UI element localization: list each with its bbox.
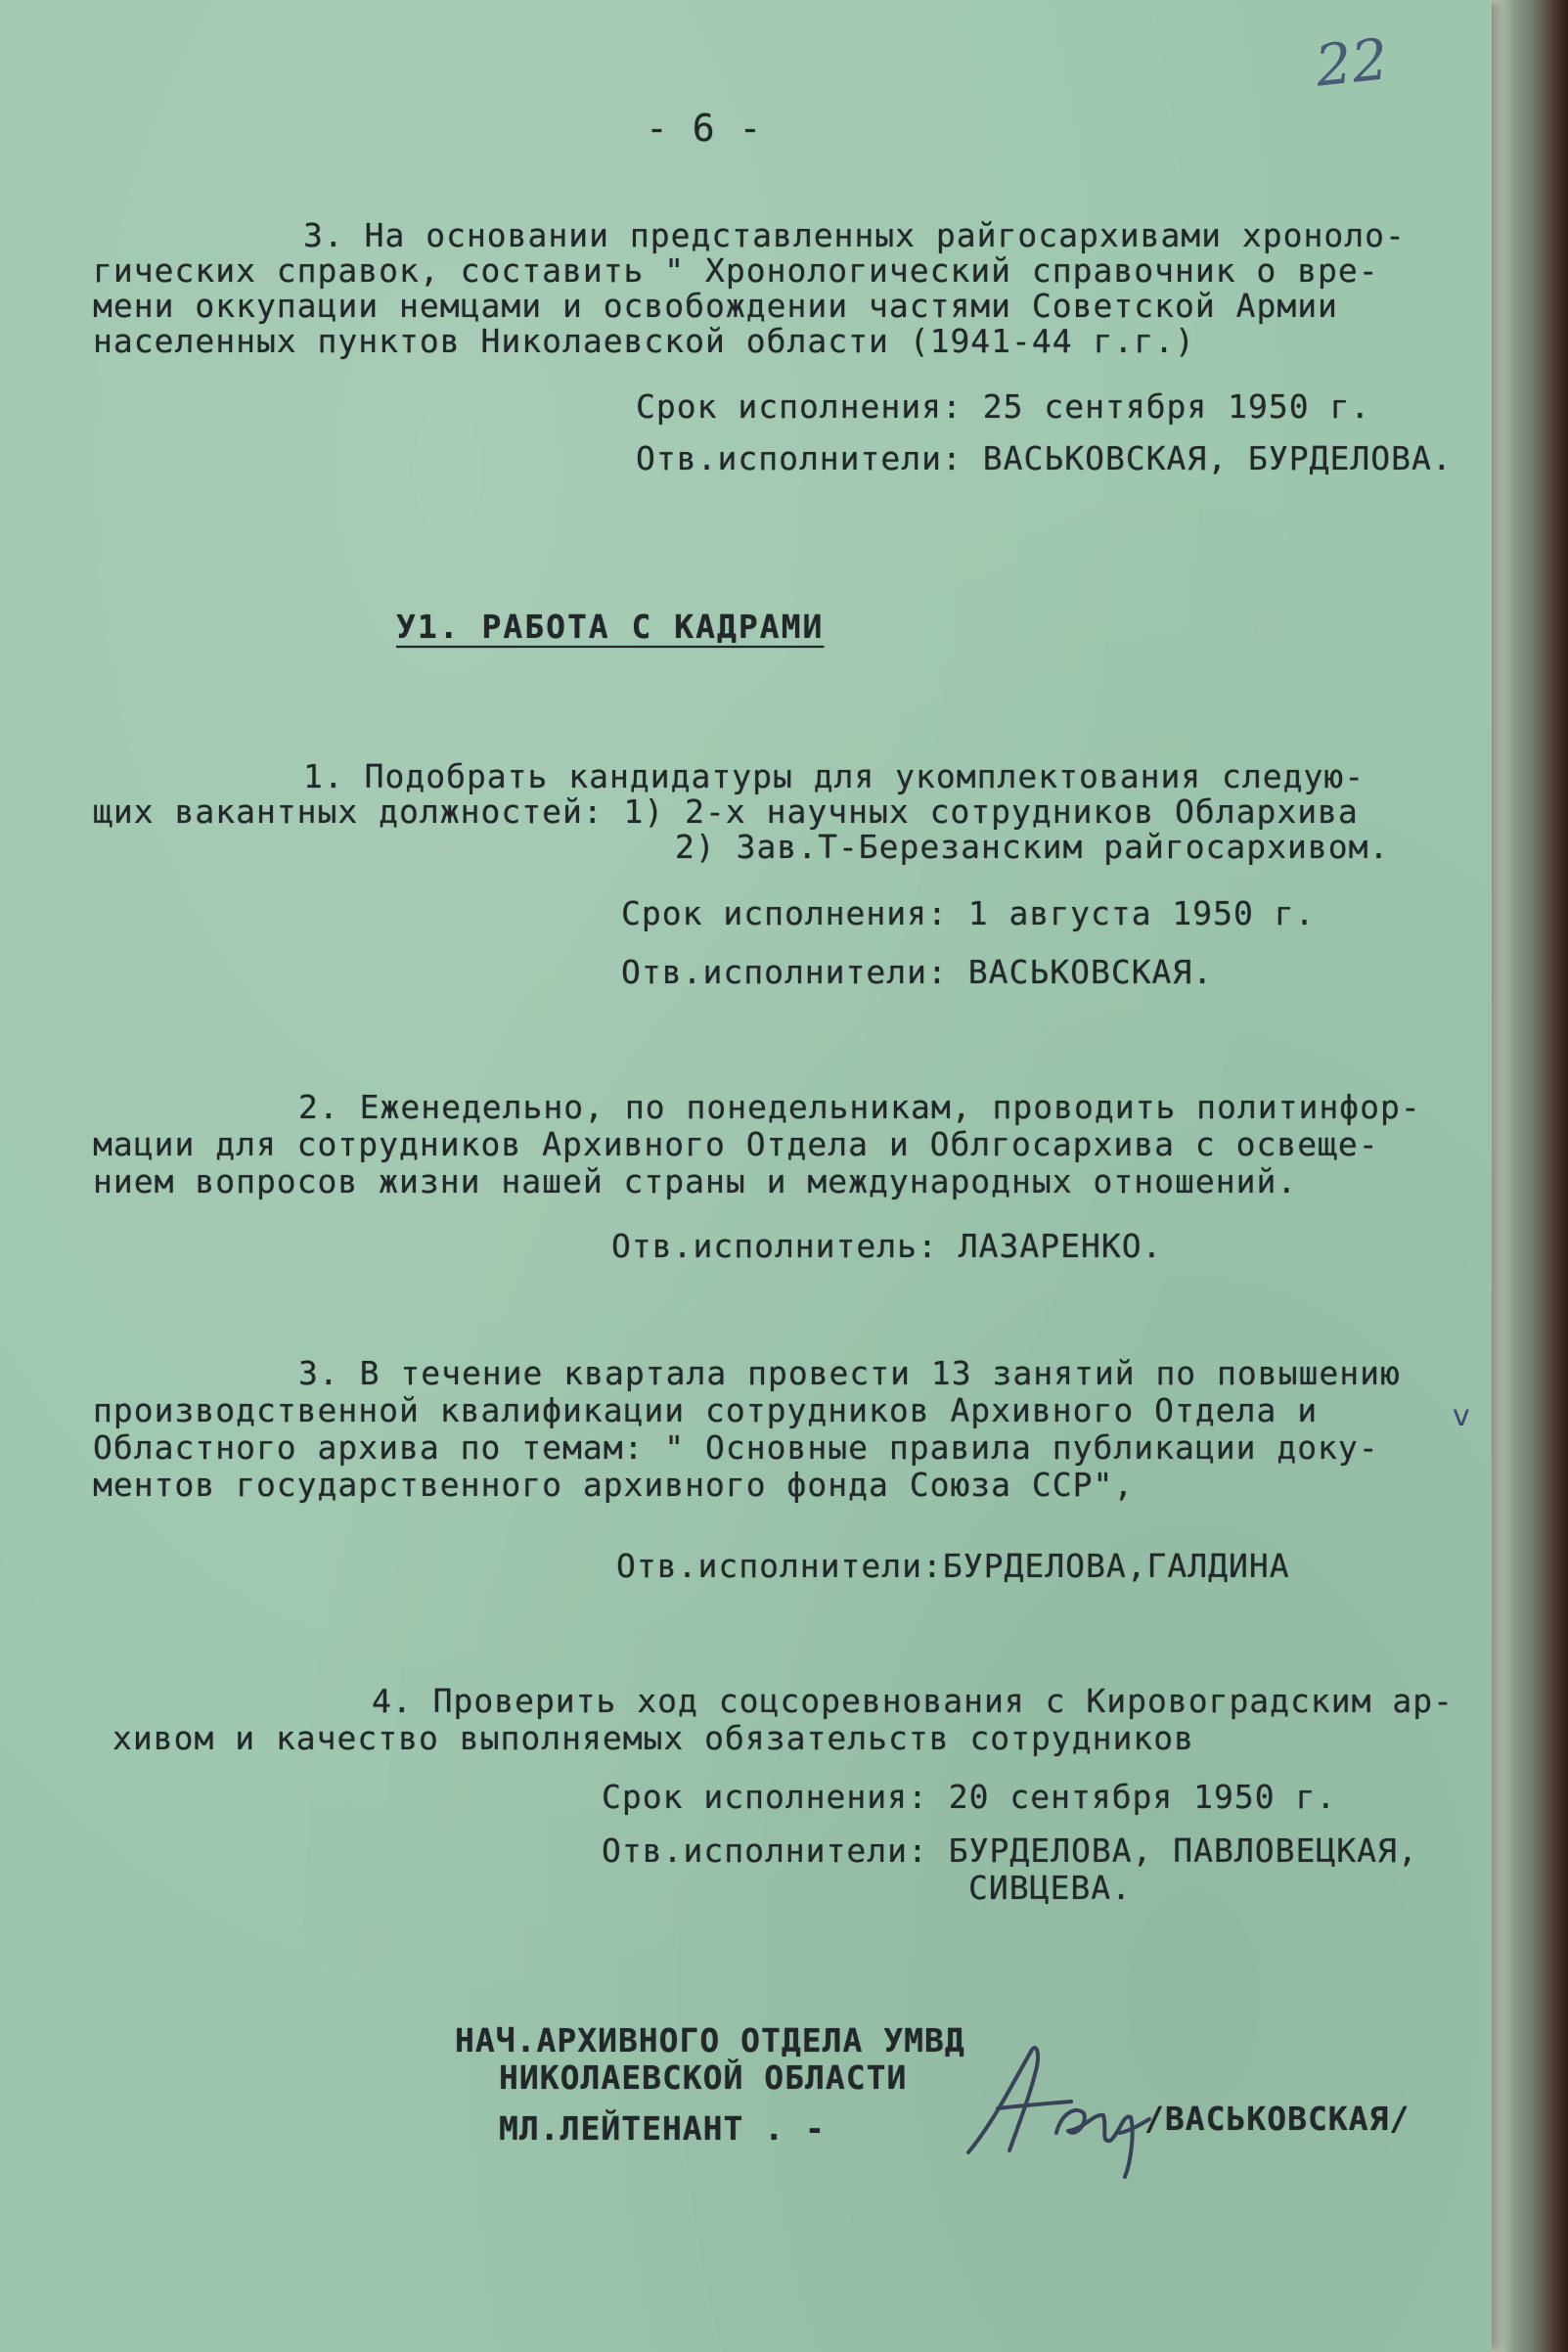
s6-item2-responsible: Отв.исполнитель: ЛАЗАРЕНКО. bbox=[611, 1227, 1163, 1265]
s6-item4-line-1: 4. Проверить ход соцсоревнования с Кировоградским ар- bbox=[372, 1682, 1454, 1720]
handwritten-page-number: 22 bbox=[1312, 25, 1392, 100]
s6-item2-line-1: 2. Еженедельно, по понедельникам, проводить политинфор- bbox=[298, 1088, 1421, 1126]
s6-item3-responsible: Отв.исполнители:БУРДЕЛОВА,ГАЛДИНА bbox=[616, 1547, 1290, 1585]
s6-item1-line-2: щих вакантных должностей: 1) 2-х научных сотрудников Облархива bbox=[93, 792, 1359, 831]
item3-line-3: мени оккупации немцами и освобождении частями Советской Армии bbox=[93, 287, 1338, 325]
s6-item3-line-3: Областного архива по темам: " Основные правила публикации доку- bbox=[93, 1428, 1379, 1467]
s6-item1-line-3: 2) Зав.Т-Березанским райгосархивом. bbox=[675, 828, 1390, 866]
item3-line-2: гических справок, составить " Хронологический справочник о вре- bbox=[93, 251, 1379, 290]
signature-rank: МЛ.ЛЕЙТЕНАНТ . - bbox=[499, 2109, 826, 2148]
s6-item4-responsible-line-1: Отв.исполнители: БУРДЕЛОВА, ПАВЛОВЕЦКАЯ, bbox=[602, 1832, 1418, 1870]
s6-item3-line-4: ментов государственного архивного фонда Союза ССР", bbox=[93, 1466, 1135, 1504]
s6-item2-line-3: нием вопросов жизни нашей страны и международных отношений. bbox=[93, 1162, 1298, 1200]
signatory-name: /ВАСЬКОВСКАЯ/ bbox=[1144, 2100, 1411, 2138]
item3-line-1: 3. На основании представленных райгосархивами хроноло- bbox=[303, 216, 1406, 254]
s6-item4-responsible-line-2: СИВЦЕВА. bbox=[968, 1869, 1132, 1907]
signature-title-line-1: НАЧ.АРХИВНОГО ОТДЕЛА УМВД bbox=[455, 2021, 965, 2059]
item3-line-4: населенных пунктов Николаевской области (1941-44 г.г.) bbox=[93, 322, 1195, 360]
s6-item4-deadline: Срок исполнения: 20 сентября 1950 г. bbox=[602, 1778, 1337, 1816]
s6-item3-line-2: производственной квалификации сотрудников Архивного Отдела и bbox=[93, 1391, 1319, 1429]
section-heading: У1. РАБОТА С КАДРАМИ bbox=[396, 608, 825, 646]
s6-item1-line-1: 1. Подобрать кандидатуры для укомплектования следую- bbox=[303, 757, 1366, 795]
item3-responsible: Отв.исполнители: ВАСЬКОВСКАЯ, БУРДЕЛОВА. bbox=[636, 439, 1453, 477]
s6-item2-line-2: мации для сотрудников Архивного Отдела и Облгосархива с освеще- bbox=[93, 1125, 1379, 1163]
s6-item3-line-1: 3. В течение квартала провести 13 занятий по повышению bbox=[298, 1354, 1401, 1392]
handwritten-signature-icon bbox=[939, 2015, 1164, 2182]
s6-item1-deadline: Срок исполнения: 1 августа 1950 г. bbox=[621, 894, 1316, 932]
item3-deadline: Срок исполнения: 25 сентября 1950 г. bbox=[636, 387, 1371, 426]
check-mark-icon: v bbox=[1453, 1399, 1470, 1433]
s6-item1-responsible: Отв.исполнители: ВАСЬКОВСКАЯ. bbox=[621, 953, 1214, 991]
page-number: - 6 - bbox=[646, 107, 763, 150]
s6-item4-line-2: хивом и качество выполняемых обязательств сотрудников bbox=[112, 1719, 1194, 1757]
signature-title-line-2: НИКОЛАЕВСКОЙ ОБЛАСТИ bbox=[499, 2058, 908, 2097]
